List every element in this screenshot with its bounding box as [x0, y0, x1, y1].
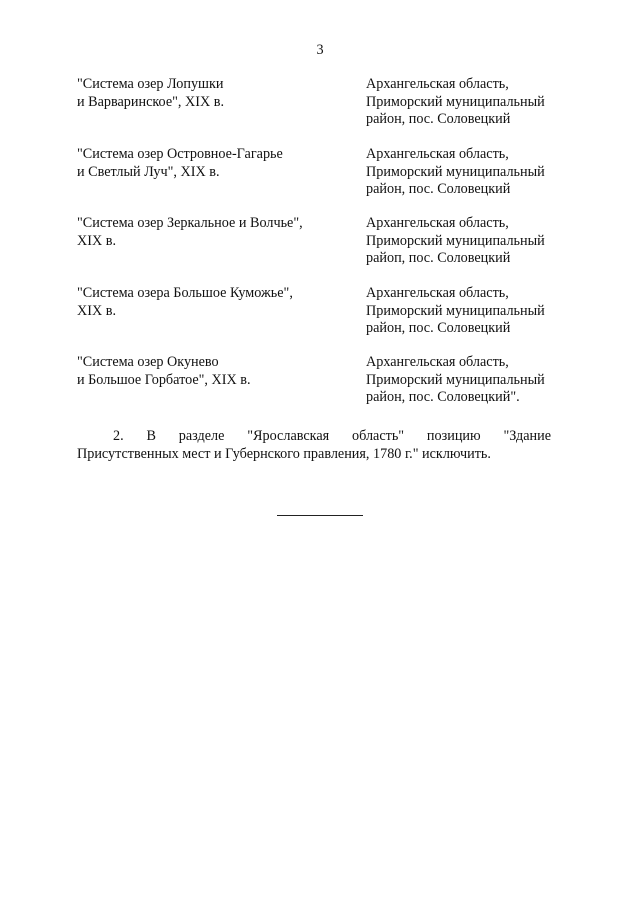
page-number: 3 [316, 42, 324, 58]
amendment-paragraph [77, 428, 551, 463]
entry-location: Архангельская область, Приморский муниципальный район, пос. Соловецкий [366, 146, 545, 197]
entry-name: "Система озер Островное-Гагарье и Светлый Луч", XIX в. [77, 146, 283, 180]
entry-location: Архангельская область, Приморский муниципальный район, пос. Соловецкий". [366, 354, 545, 405]
paragraph-line-1: 2. В разделе "Ярославская область" позицию "Здание [113, 428, 551, 444]
entry-location: Архангельская область, Приморский муниципальный район, пос. Соловецкий [366, 285, 545, 336]
entry-name: "Система озер Окунево и Большое Горбатое", XIX в. [77, 354, 251, 388]
entry-name: "Система озер Лопушки и Варваринское", XIX в. [77, 76, 225, 110]
entry-name: "Система озера Большое Куможье", XIX в. [77, 285, 293, 319]
entry-name: "Система озер Зеркальное и Волчье", XIX в. [77, 215, 303, 249]
entry-location: Архангельская область, Приморский муниципальный район, пос. Соловецкий [366, 76, 545, 127]
paragraph-line-2: Присутственных мест и Губернского правления, 1780 г." исключить. [77, 445, 491, 462]
entry-location: Архангельская область, Приморский муниципальный райоп, пос. Соловецкий [366, 215, 545, 266]
closing-rule [277, 515, 363, 516]
